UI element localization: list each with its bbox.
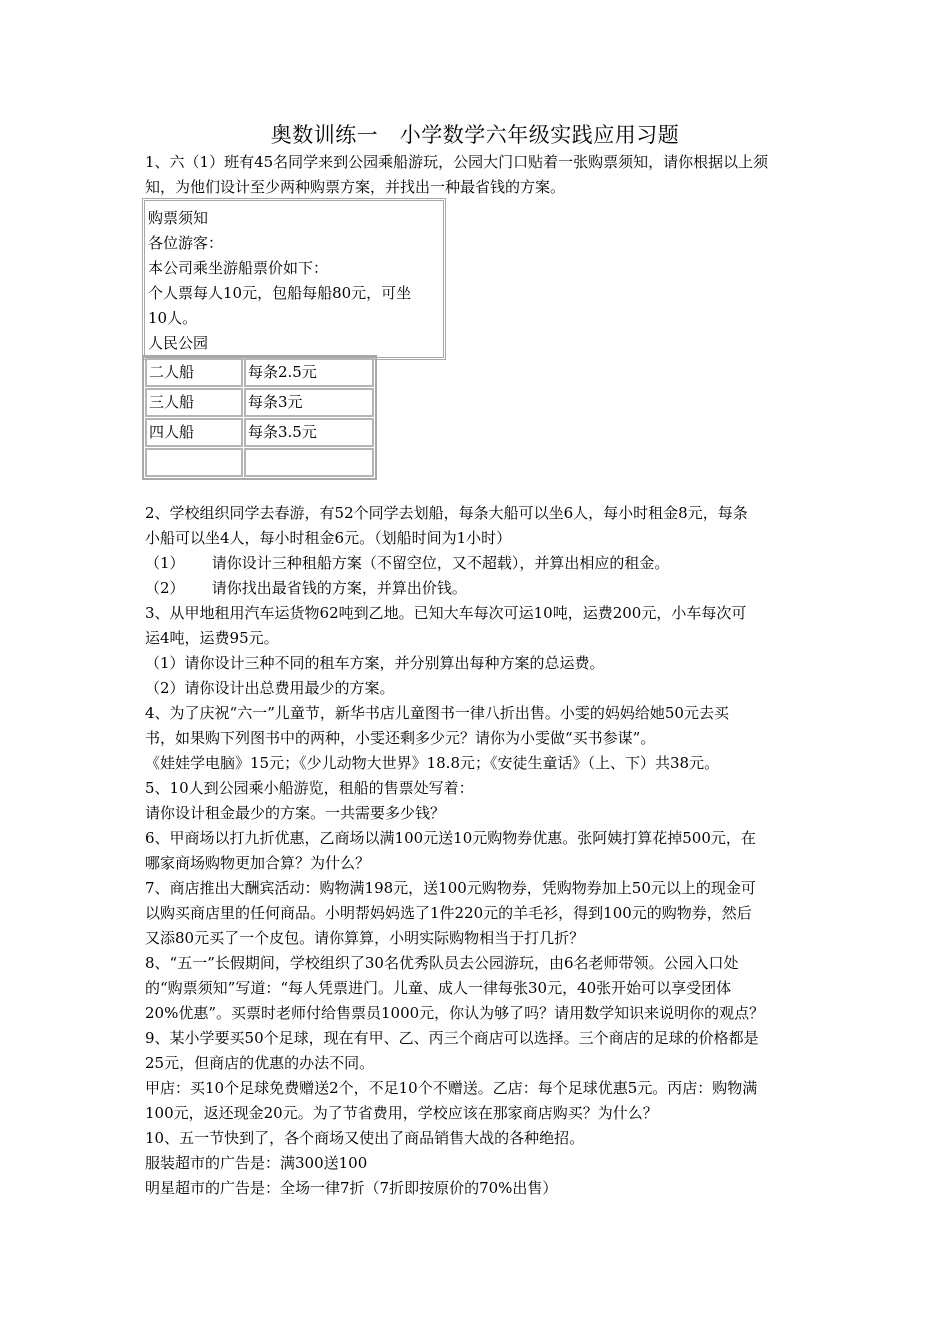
- page-title: 奥数训练一 小学数学六年级实践应用习题: [270, 123, 680, 147]
- notice-intro: 本公司乘坐游船票价如下：: [148, 259, 329, 277]
- question-1-line-2: 知，为他们设计至少两种购票方案，并找出一种最省钱的方案。: [145, 178, 566, 196]
- question-7-line-2: 以购买商店里的任何商品。小明帮妈妈选了1件220元的羊毛衫，得到100元的购物券，然后: [145, 904, 752, 922]
- table-row: [145, 418, 374, 447]
- boat-type-cell: 四人船: [145, 418, 243, 447]
- boat-price-cell: 每条3元: [244, 388, 374, 417]
- question-3-sub-2: （2）请你设计出总费用最少的方案。: [145, 679, 395, 697]
- notice-greeting: 各位游客：: [148, 234, 224, 252]
- question-10-text: [145, 1126, 815, 1201]
- question-3-sub-1: （1）请你设计三种不同的租车方案，并分别算出每种方案的总运费。: [145, 654, 605, 672]
- table-row: [145, 358, 374, 387]
- question-2-text: [145, 501, 815, 601]
- question-9-line-3: 甲店：买10个足球免费赠送2个，不足10个不赠送。乙店：每个足球优惠5元。丙店：购物满: [145, 1079, 758, 1097]
- notice-signature: 人民公园: [148, 334, 209, 352]
- notice-price-line: 个人票每人10元，包船每船80元，可坐: [148, 284, 412, 302]
- question-2-line-1: 2、学校组织同学去春游，有52个同学去划船，每条大船可以坐6人，每小时租金8元，每条: [145, 504, 748, 522]
- question-9-line-1: 9、某小学要买50个足球，现在有甲、乙、丙三个商店可以选择。三个商店的足球的价格都是: [145, 1029, 759, 1047]
- notice-capacity: 10人。: [148, 309, 198, 327]
- boat-price-cell: 每条3.5元: [244, 418, 374, 447]
- question-8-line-2: 的“购票须知”写道：“每人凭票进门。儿童、成人一律每张30元，40张开始可以享受团体: [145, 979, 732, 997]
- question-2-line-2: 小船可以坐4人，每小时租金6元。（划船时间为1小时）: [145, 529, 512, 547]
- notice-heading: 购票须知: [148, 209, 209, 227]
- question-5-text: [145, 776, 815, 826]
- question-6-line-2: 哪家商场购物更加合算？为什么？: [145, 854, 371, 872]
- question-8-text: [145, 951, 815, 1026]
- question-9-line-2: 25元，但商店的优惠的办法不同。: [145, 1054, 375, 1072]
- question-7-line-3: 又添80元买了一个皮包。请你算算，小明实际购物相当于打几折？: [145, 929, 585, 947]
- question-4-line-2: 书，如果购下列图书中的两种，小雯还剩多少元？请你为小雯做“买书参谋”。: [145, 729, 656, 747]
- boat-type-cell: 三人船: [145, 388, 243, 417]
- question-1-text: [145, 150, 815, 200]
- question-9-text: [145, 1026, 815, 1126]
- question-4-line-1: 4、为了庆祝“六一”儿童节，新华书店儿童图书一律八折出售。小雯的妈妈给她50元去买: [145, 704, 729, 722]
- question-5-line-2: 请你设计租金最少的方案。一共需要多少钱？: [145, 804, 446, 822]
- question-7-text: [145, 876, 815, 951]
- boat-price-cell: 每条2.5元: [244, 358, 374, 387]
- question-6-line-1: 6、甲商场以打九折优惠，乙商场以满100元送10元购物券优惠。张阿姨打算花掉500元，在: [145, 829, 756, 847]
- question-5-line-1: 5、10人到公园乘小船游览，租船的售票处写着：: [145, 779, 474, 797]
- table-row: [145, 448, 374, 477]
- empty-cell: [244, 448, 374, 477]
- question-10-line-1: 10、五一节快到了，各个商场又使出了商品销售大战的各种绝招。: [145, 1129, 585, 1147]
- question-2-sub-1: （1） 请你设计三种租船方案（不留空位，又不超载），并算出相应的租金。: [145, 554, 670, 572]
- question-3-line-2: 运4吨，运费95元。: [145, 629, 279, 647]
- question-4-books: 《娃娃学电脑》15元；《少儿动物大世界》18.8元；《安徒生童话》（上、下）共38元。: [145, 754, 720, 772]
- question-8-line-1: 8、“五一”长假期间，学校组织了30名优秀队员去公园游玩，由6名老师带领。公园入口处: [145, 954, 739, 972]
- question-4-text: [145, 701, 815, 776]
- table-row: [145, 388, 374, 417]
- question-7-line-1: 7、商店推出大酬宾活动：购物满198元，送100元购物券，凭购物券加上50元以上的现金可: [145, 879, 756, 897]
- question-10-line-2: 服装超市的广告是：满300送100: [145, 1154, 368, 1172]
- question-9-line-4: 100元，返还现金20元。为了节省费用，学校应该在那家商店购买？为什么？: [145, 1104, 658, 1122]
- boat-price-table: [142, 355, 377, 480]
- empty-cell: [145, 448, 243, 477]
- question-1-line-1: 1、六（1）班有45名同学来到公园乘船游玩，公园大门口贴着一张购票须知，请你根据以上须: [145, 153, 769, 171]
- ticket-notice-content: [148, 206, 446, 356]
- boat-type-cell: 二人船: [145, 358, 243, 387]
- question-10-line-3: 明星超市的广告是：全场一律7折（7折即按原价的70%出售）: [145, 1179, 558, 1197]
- question-3-text: [145, 601, 815, 701]
- question-8-line-3: 20%优惠”。买票时老师付给售票员1000元，你认为够了吗？请用数学知识来说明你的观点？: [145, 1004, 765, 1022]
- question-3-line-1: 3、从甲地租用汽车运货物62吨到乙地。已知大车每次可运10吨，运费200元，小车每次可: [145, 604, 747, 622]
- ticket-notice-box: [142, 198, 446, 360]
- question-2-sub-2: （2） 请你找出最省钱的方案，并算出价钱。: [145, 579, 467, 597]
- question-6-text: [145, 826, 815, 876]
